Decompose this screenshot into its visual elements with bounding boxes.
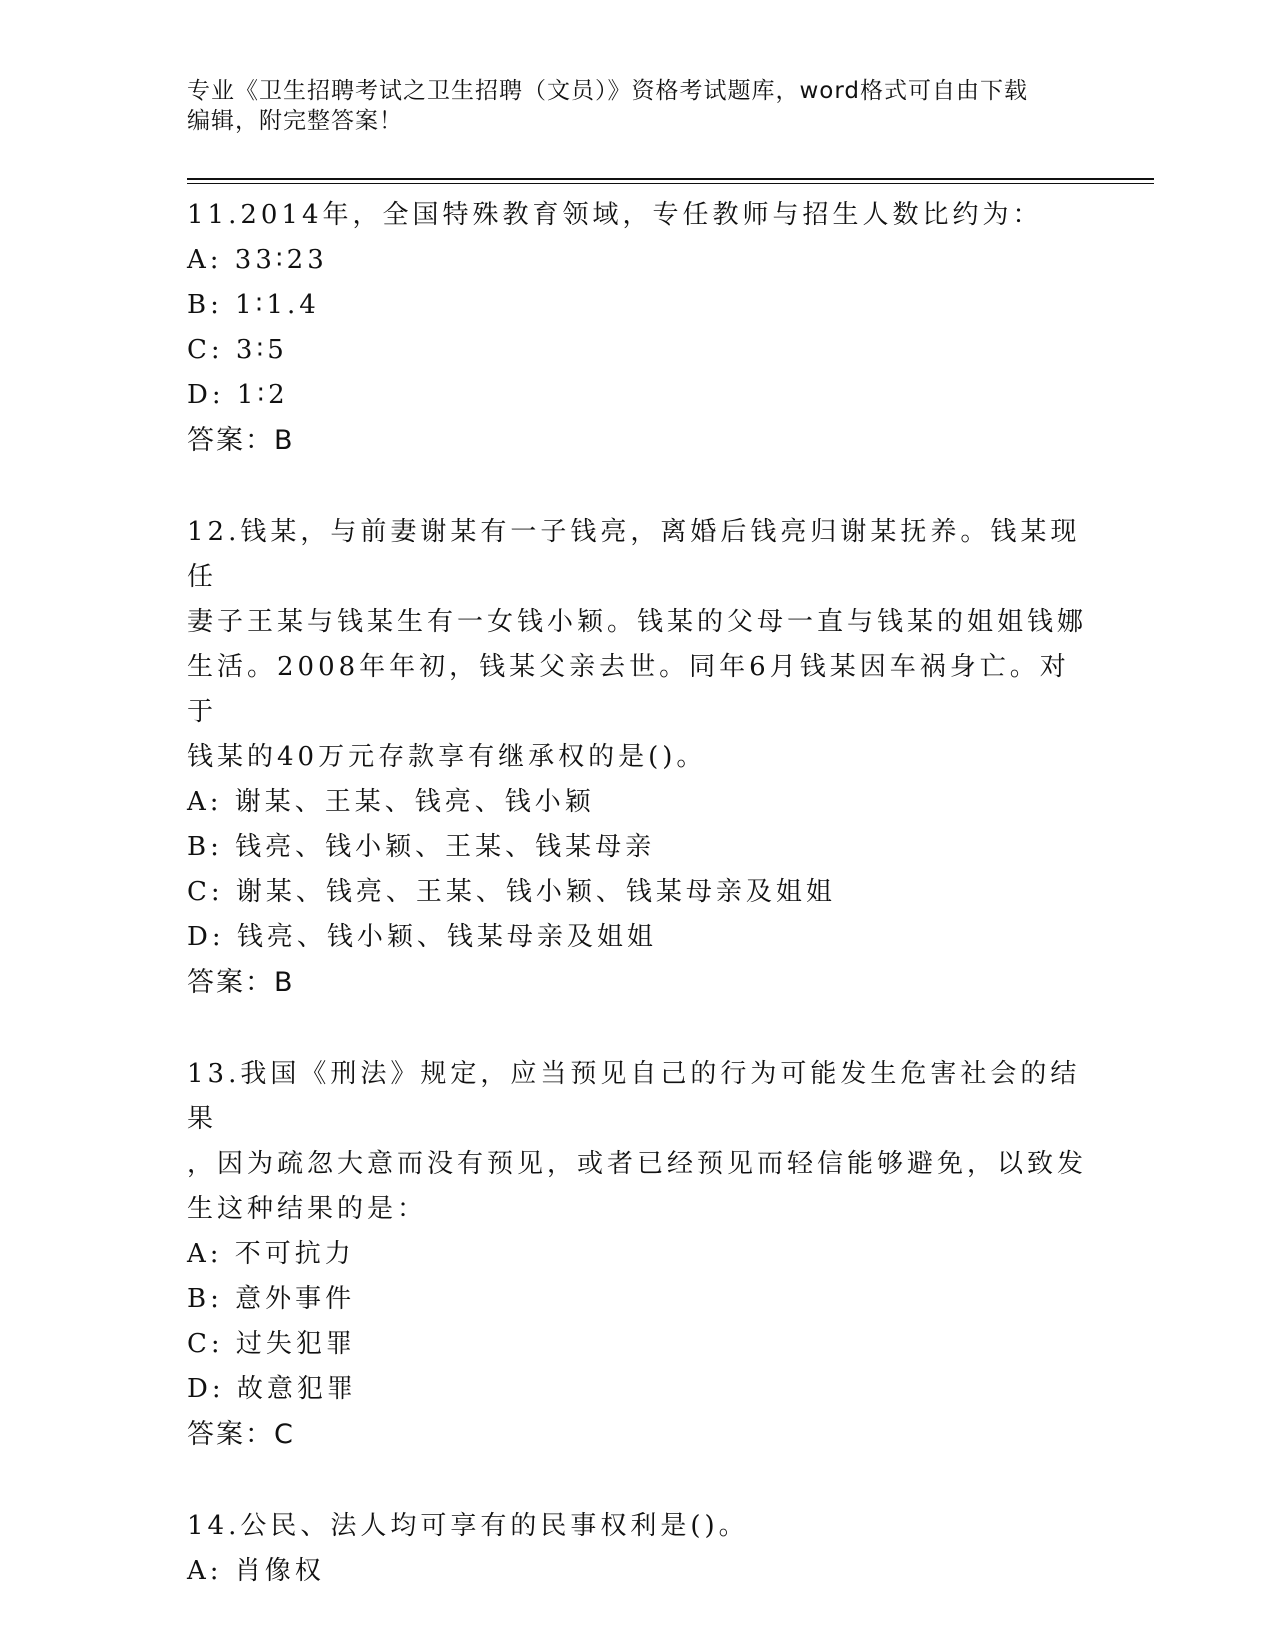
option-c: C: 谢某、钱亮、王某、钱小颖、钱某母亲及姐姐 xyxy=(187,877,836,907)
question-11 xyxy=(187,193,1087,463)
option-a: A: 不可抗力 xyxy=(187,1239,355,1269)
header-line-1: 专业《卫生招聘考试之卫生招聘（文员）》资格考试题库，word格式可自由下载 xyxy=(187,78,1029,104)
option-b: B: 意外事件 xyxy=(187,1284,356,1314)
question-stem: 11.2014年，全国特殊教育领域，专任教师与招生人数比约为： xyxy=(187,200,1043,230)
question-14 xyxy=(187,1504,1087,1594)
header-divider-thick xyxy=(187,178,1154,180)
question-stem-line: 13.我国《刑法》规定，应当预见自己的行为可能发生危害社会的结果 xyxy=(187,1059,1081,1134)
question-list xyxy=(187,193,1087,1594)
header-line-2: 编辑，附完整答案！ xyxy=(187,108,403,134)
question-13 xyxy=(187,1052,1087,1457)
option-c: C: 3∶5 xyxy=(187,335,288,365)
answer: 答案：B xyxy=(187,425,295,456)
answer: 答案：B xyxy=(187,967,295,998)
question-stem-line: 生这种结果的是： xyxy=(187,1194,428,1224)
question-stem-line: 妻子王某与钱某生有一女钱小颖。钱某的父母一直与钱某的姐姐钱娜 xyxy=(187,607,1088,637)
question-stem-line: 生活。2008年年初，钱某父亲去世。同年6月钱某因车祸身亡。对于 xyxy=(187,652,1070,727)
question-stem-line: 12.钱某，与前妻谢某有一子钱亮，离婚后钱亮归谢某抚养。钱某现任 xyxy=(187,517,1081,592)
document-header xyxy=(187,76,1087,136)
answer: 答案：C xyxy=(187,1419,295,1450)
option-b: B: 钱亮、钱小颖、王某、钱某母亲 xyxy=(187,832,656,862)
option-d: D: 钱亮、钱小颖、钱某母亲及姐姐 xyxy=(187,922,657,952)
option-a: A: 肖像权 xyxy=(187,1556,325,1586)
header-divider-thin xyxy=(187,183,1154,184)
option-a: A: 谢某、王某、钱亮、钱小颖 xyxy=(187,787,595,817)
question-12 xyxy=(187,510,1087,1005)
option-a: A: 33∶23 xyxy=(187,245,328,275)
question-stem-line: 钱某的40万元存款享有继承权的是()。 xyxy=(187,742,707,772)
question-stem-line: ，因为疏忽大意而没有预见，或者已经预见而轻信能够避免，以致发 xyxy=(187,1149,1088,1179)
question-stem: 14.公民、法人均可享有的民事权利是()。 xyxy=(187,1511,749,1541)
option-b: B: 1∶1.4 xyxy=(187,290,320,320)
option-c: C: 过失犯罪 xyxy=(187,1329,356,1359)
option-d: D: 故意犯罪 xyxy=(187,1374,357,1404)
option-d: D: 1∶2 xyxy=(187,380,289,410)
